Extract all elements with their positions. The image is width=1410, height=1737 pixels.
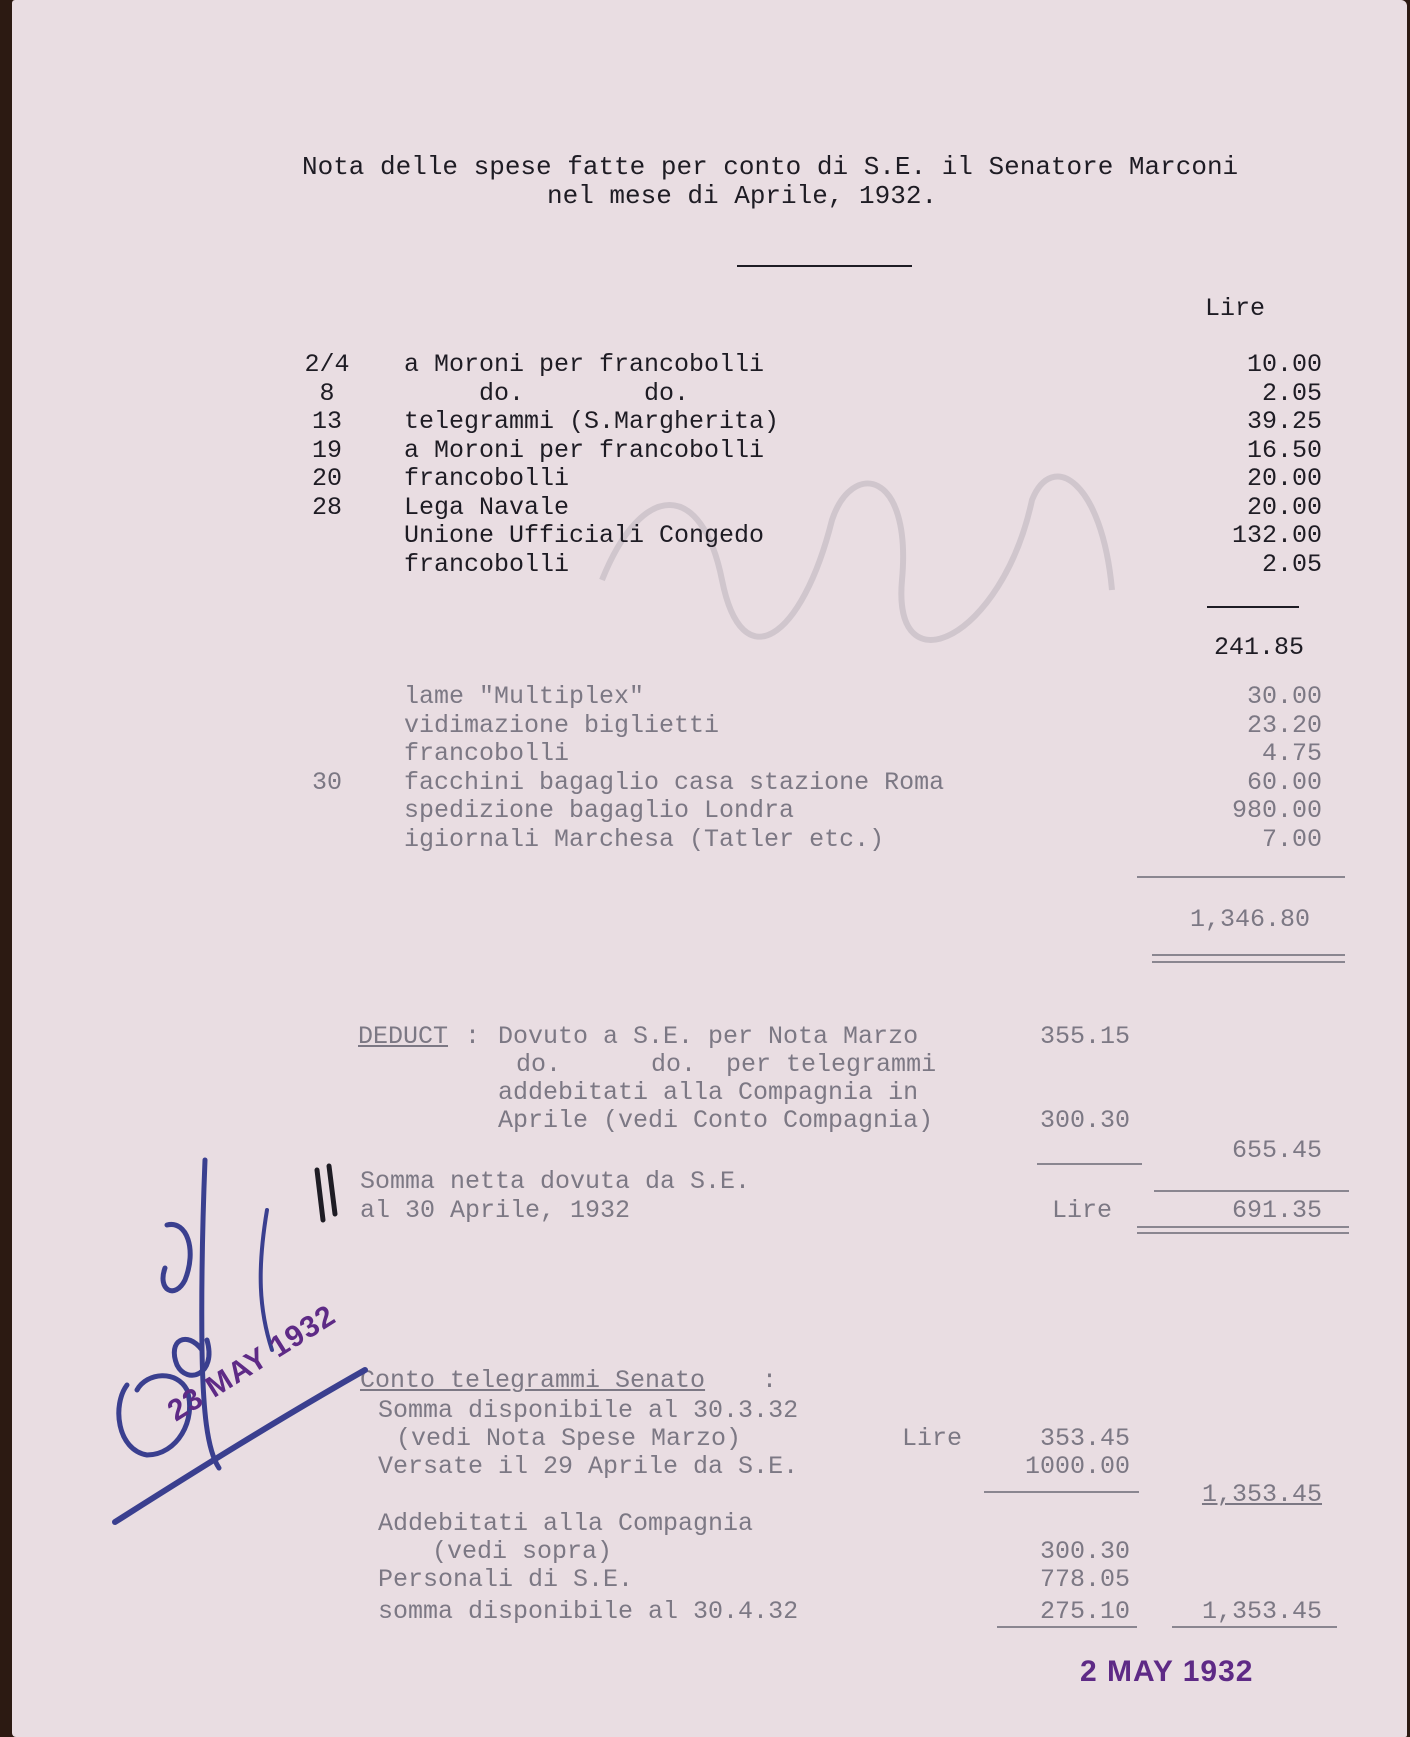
net-rule-top [1154,1190,1349,1192]
expense-a-row-date: 13 [311,407,342,436]
deduct-rule [1037,1163,1142,1165]
deduct-sum: 655.45 [1231,1136,1322,1165]
expense-b-row-description: lame "Multiplex" [404,682,645,711]
deduct-amount2: 300.30 [1039,1106,1130,1135]
expense-b-row-description: francobolli [404,739,570,768]
expense-a-row-description: francobolli [404,464,570,493]
net-line2: al 30 Aprile, 1932 [360,1196,631,1225]
senato-amount3: 300.30 [1039,1537,1130,1566]
senato-sum1: 1,353.45 [1201,1480,1322,1509]
senato-line6: Personali di S.E. [378,1565,634,1594]
deduct-amount1: 355.15 [1039,1022,1130,1051]
subtotal-rule [1207,606,1299,608]
net-amount: 691.35 [1231,1196,1322,1225]
expense-a-row-date: 19 [311,435,342,465]
expense-a-row-description: Lega Navale [404,492,570,522]
expense-a-row-amount: 20.00 [1246,464,1322,493]
senato-rule3 [1172,1626,1337,1628]
expense-a-row-amount: 2.05 [1261,378,1322,408]
expense-a-row-date: 2/4 [304,350,350,379]
expense-a-row-description: francobolli [404,549,570,579]
document-title-line1: Nota delle spese fatte per conto di S.E. il Senatore Marconi [302,152,1239,182]
expense-a-row-amount: 20.00 [1246,492,1322,522]
senato-line1: Somma disponibile al 30.3.32 [378,1396,799,1425]
senato-rule1 [984,1491,1139,1493]
deduct-line3: addebitati alla Compagnia in [498,1078,919,1107]
senato-line4: Addebitati alla Compagnia [378,1509,754,1538]
received-date-stamp: 23 MAY 1932 [162,1298,342,1428]
deduct-line1: Dovuto a S.E. per Nota Marzo [498,1022,919,1051]
grand-total: 1,346.80 [1189,905,1310,934]
expense-b-row-description: facchini bagaglio casa stazione Roma [404,767,945,797]
expense-a-row-description: a Moroni per francobolli [404,435,765,465]
net-rule-bottom-1 [1137,1226,1349,1228]
expense-a-row-amount: 16.50 [1246,435,1322,465]
expense-b-row-description: vidimazione biglietti [404,710,720,740]
expense-b-row-amount: 980.00 [1231,796,1322,825]
currency-header: Lire [1205,294,1266,323]
senato-amount1: 353.45 [1039,1424,1130,1453]
total-double-rule-2 [1152,961,1345,963]
handwritten-initials-signature [107,1150,387,1530]
document-page: Nota delle spese fatte per conto di S.E. il Senatore Marconi nel mese di Aprile, 1932. Lire 2/4 a Moroni per francobolli 10.00 8 do. do. 2.05 13 telegrammi (S.Margherita) 39.25 19 a Moroni per francobolli 16.50 20 francobolli 20.00 28 Lega Navale 20.00 Unione Ufficiali Congedo 132.00 francobolli 2.05 241.85 lame "Multiplex" 30.00 vidimazione biglietti 23.20 francobolli 4.75 30 facchini bagaglio casa stazione Roma 60.00 spedizione bagaglio Londra 980.00 igiornali Marchesa (Tatler etc.) 7.00 1,346.80 DEDUCT : Dovuto a S.E. per Nota Marzo 355.15 do. do. per telegrammi addebitati alla Compagnia in Aprile (vedi Conto Compagnia) 300.30 655.45 Somma netta dovuta da S.E. al 30 Aprile, 1932 Lire 691.35 Conto telegrammi Senato : Somma disponibile al 30.3.32 (vedi Nota Spese Marzo) Lire 353.45 Versate il 29 Aprile da S.E. 1000.00 1,353.45 Addebitati alla Compagnia (vedi sopra) 300.30 Personali di S.E. 778.05 somma disponibile al 30.4.32 275.10 1,353.45 23 MAY 1932 2 MAY 1932 [12,0,1407,1737]
senato-line3: Versate il 29 Aprile da S.E. [378,1452,799,1481]
expense-a-row-description: do. do. [404,378,690,408]
senato-amount4: 778.05 [1039,1565,1130,1594]
senato-heading: Conto telegrammi Senato [360,1366,706,1395]
expense-a-row-amount: 39.25 [1246,407,1322,436]
total-rule [1137,876,1345,878]
expense-a-row-description: Unione Ufficiali Congedo [404,521,765,550]
expense-b-row-amount: 4.75 [1261,739,1322,768]
expense-a-row-description: a Moroni per francobolli [404,350,765,379]
title-underline [737,265,912,267]
subtotal-a: 241.85 [1213,633,1304,662]
deduct-line4: Aprile (vedi Conto Compagnia) [498,1106,934,1135]
expense-b-row-amount: 23.20 [1246,710,1322,740]
senato-line2: (vedi Nota Spese Marzo) [396,1424,742,1453]
expense-a-row-amount: 10.00 [1246,350,1322,379]
expense-a-row-amount: 2.05 [1261,549,1322,579]
net-line1: Somma netta dovuta da S.E. [360,1167,751,1196]
expense-b-row-date: 30 [311,767,342,797]
deduct-label: DEDUCT [358,1022,449,1051]
expense-b-row-description: igiornali Marchesa (Tatler etc.) [404,824,885,854]
date-stamp: 2 MAY 1932 [1080,1655,1254,1688]
expense-a-row-amount: 132.00 [1231,521,1322,550]
net-rule-bottom-2 [1137,1232,1349,1234]
expense-a-row-description: telegrammi (S.Margherita) [404,407,780,436]
senato-rule2 [997,1626,1137,1628]
expense-a-row-date: 20 [311,464,342,493]
expense-a-row-date: 8 [319,378,335,408]
expense-b-row-description: spedizione bagaglio Londra [404,796,795,825]
expense-b-row-amount: 30.00 [1246,682,1322,711]
senato-sum2: 1,353.45 [1201,1597,1322,1626]
net-currency: Lire [1052,1196,1113,1225]
expense-b-row-amount: 7.00 [1261,824,1322,854]
senato-currency: Lire [902,1424,963,1453]
show-through-watermark [582,440,1142,660]
expense-b-row-amount: 60.00 [1246,767,1322,797]
deduct-line2: do. do. per telegrammi [516,1050,937,1079]
total-double-rule-1 [1152,954,1345,956]
senato-amount5: 275.10 [1039,1597,1130,1626]
senato-amount2: 1000.00 [1024,1452,1130,1481]
senato-line5: (vedi sopra) [432,1537,613,1566]
expense-a-row-date: 28 [311,492,342,522]
senato-line7: somma disponibile al 30.4.32 [378,1597,799,1626]
document-title-line2: nel mese di Aprile, 1932. [547,181,938,211]
